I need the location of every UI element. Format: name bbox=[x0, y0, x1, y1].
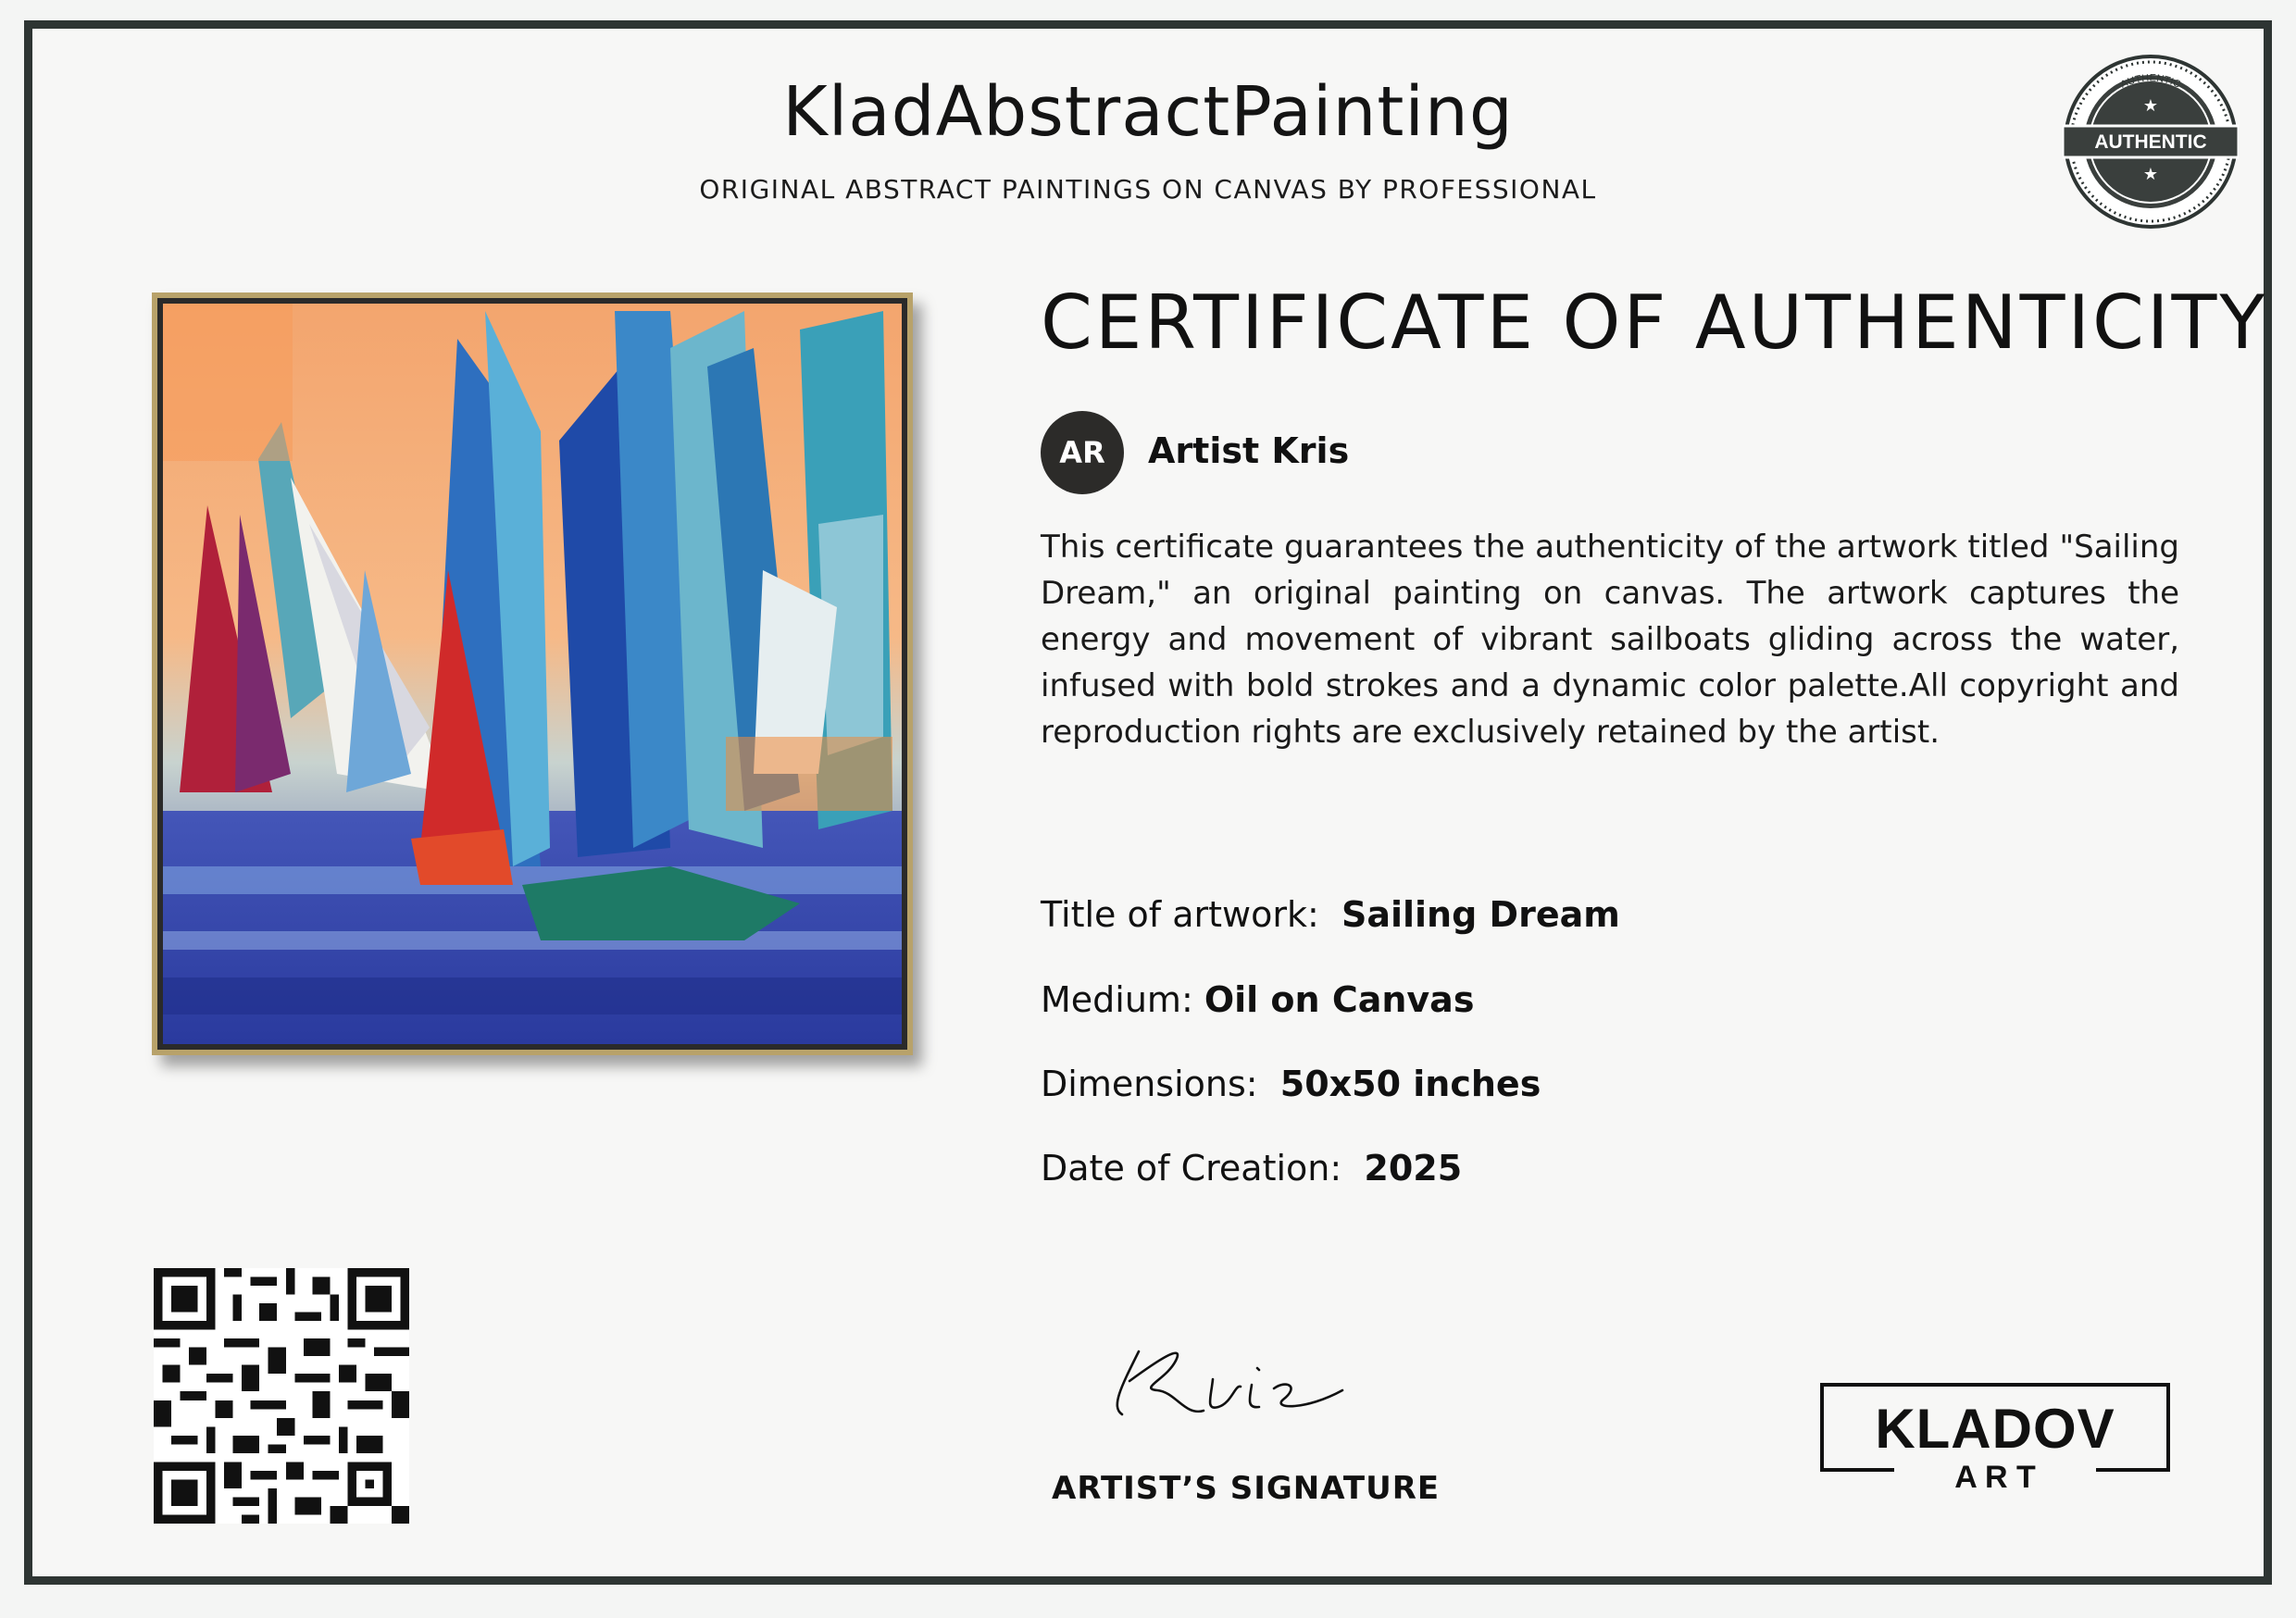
detail-medium bbox=[1041, 979, 1474, 1020]
signature-label: ARTIST’S SIGNATURE bbox=[1052, 1470, 1441, 1507]
detail-label: Dimensions: bbox=[1041, 1064, 1258, 1104]
detail-value: 50x50 inches bbox=[1279, 1064, 1541, 1104]
artwork-image bbox=[152, 292, 913, 1055]
detail-title bbox=[1041, 894, 1620, 935]
detail-label: Medium: bbox=[1041, 979, 1193, 1020]
logo-line2: A R T bbox=[1954, 1460, 2036, 1494]
svg-text:AUTHENTIC: AUTHENTIC bbox=[2118, 72, 2183, 91]
handwritten-signature bbox=[1102, 1333, 1379, 1425]
detail-label: Title of artwork: bbox=[1041, 894, 1319, 935]
certificate-heading: CERTIFICATE OF AUTHENTICITY bbox=[1041, 280, 2268, 366]
certificate-description: This certificate guarantees the authenticity of the artwork titled "Sailing Dream," an original painting on canvas. The artwork captures the energy and movement of vibrant sailboats gliding across the water, infused with bold strokes and a dynamic color palette.All copyright and reproduction rights are exclusively retained by the artist. bbox=[1041, 529, 2179, 751]
qr-code-icon[interactable] bbox=[154, 1268, 409, 1524]
artist-name: Artist Kris bbox=[1148, 430, 1350, 471]
detail-label: Date of Creation: bbox=[1041, 1148, 1342, 1189]
svg-text:★: ★ bbox=[2142, 96, 2159, 116]
artist-avatar: AR bbox=[1041, 411, 1124, 494]
svg-text:★: ★ bbox=[2142, 165, 2159, 184]
detail-dimensions bbox=[1041, 1064, 1541, 1104]
logo-line1: KLADOV bbox=[1875, 1398, 2115, 1460]
kladov-art-logo bbox=[1820, 1383, 2170, 1494]
brand-title: KladAbstractPainting bbox=[782, 72, 1514, 152]
detail-value: Sailing Dream bbox=[1341, 894, 1620, 935]
seal-text: AUTHENTIC bbox=[2094, 131, 2207, 153]
brand-subtitle: ORIGINAL ABSTRACT PAINTINGS ON CANVAS BY PROFESSIONAL bbox=[699, 174, 1597, 205]
detail-date bbox=[1041, 1148, 1462, 1189]
detail-value: Oil on Canvas bbox=[1204, 979, 1475, 1020]
detail-value: 2025 bbox=[1364, 1148, 1463, 1189]
authentic-seal-icon bbox=[2063, 54, 2239, 230]
